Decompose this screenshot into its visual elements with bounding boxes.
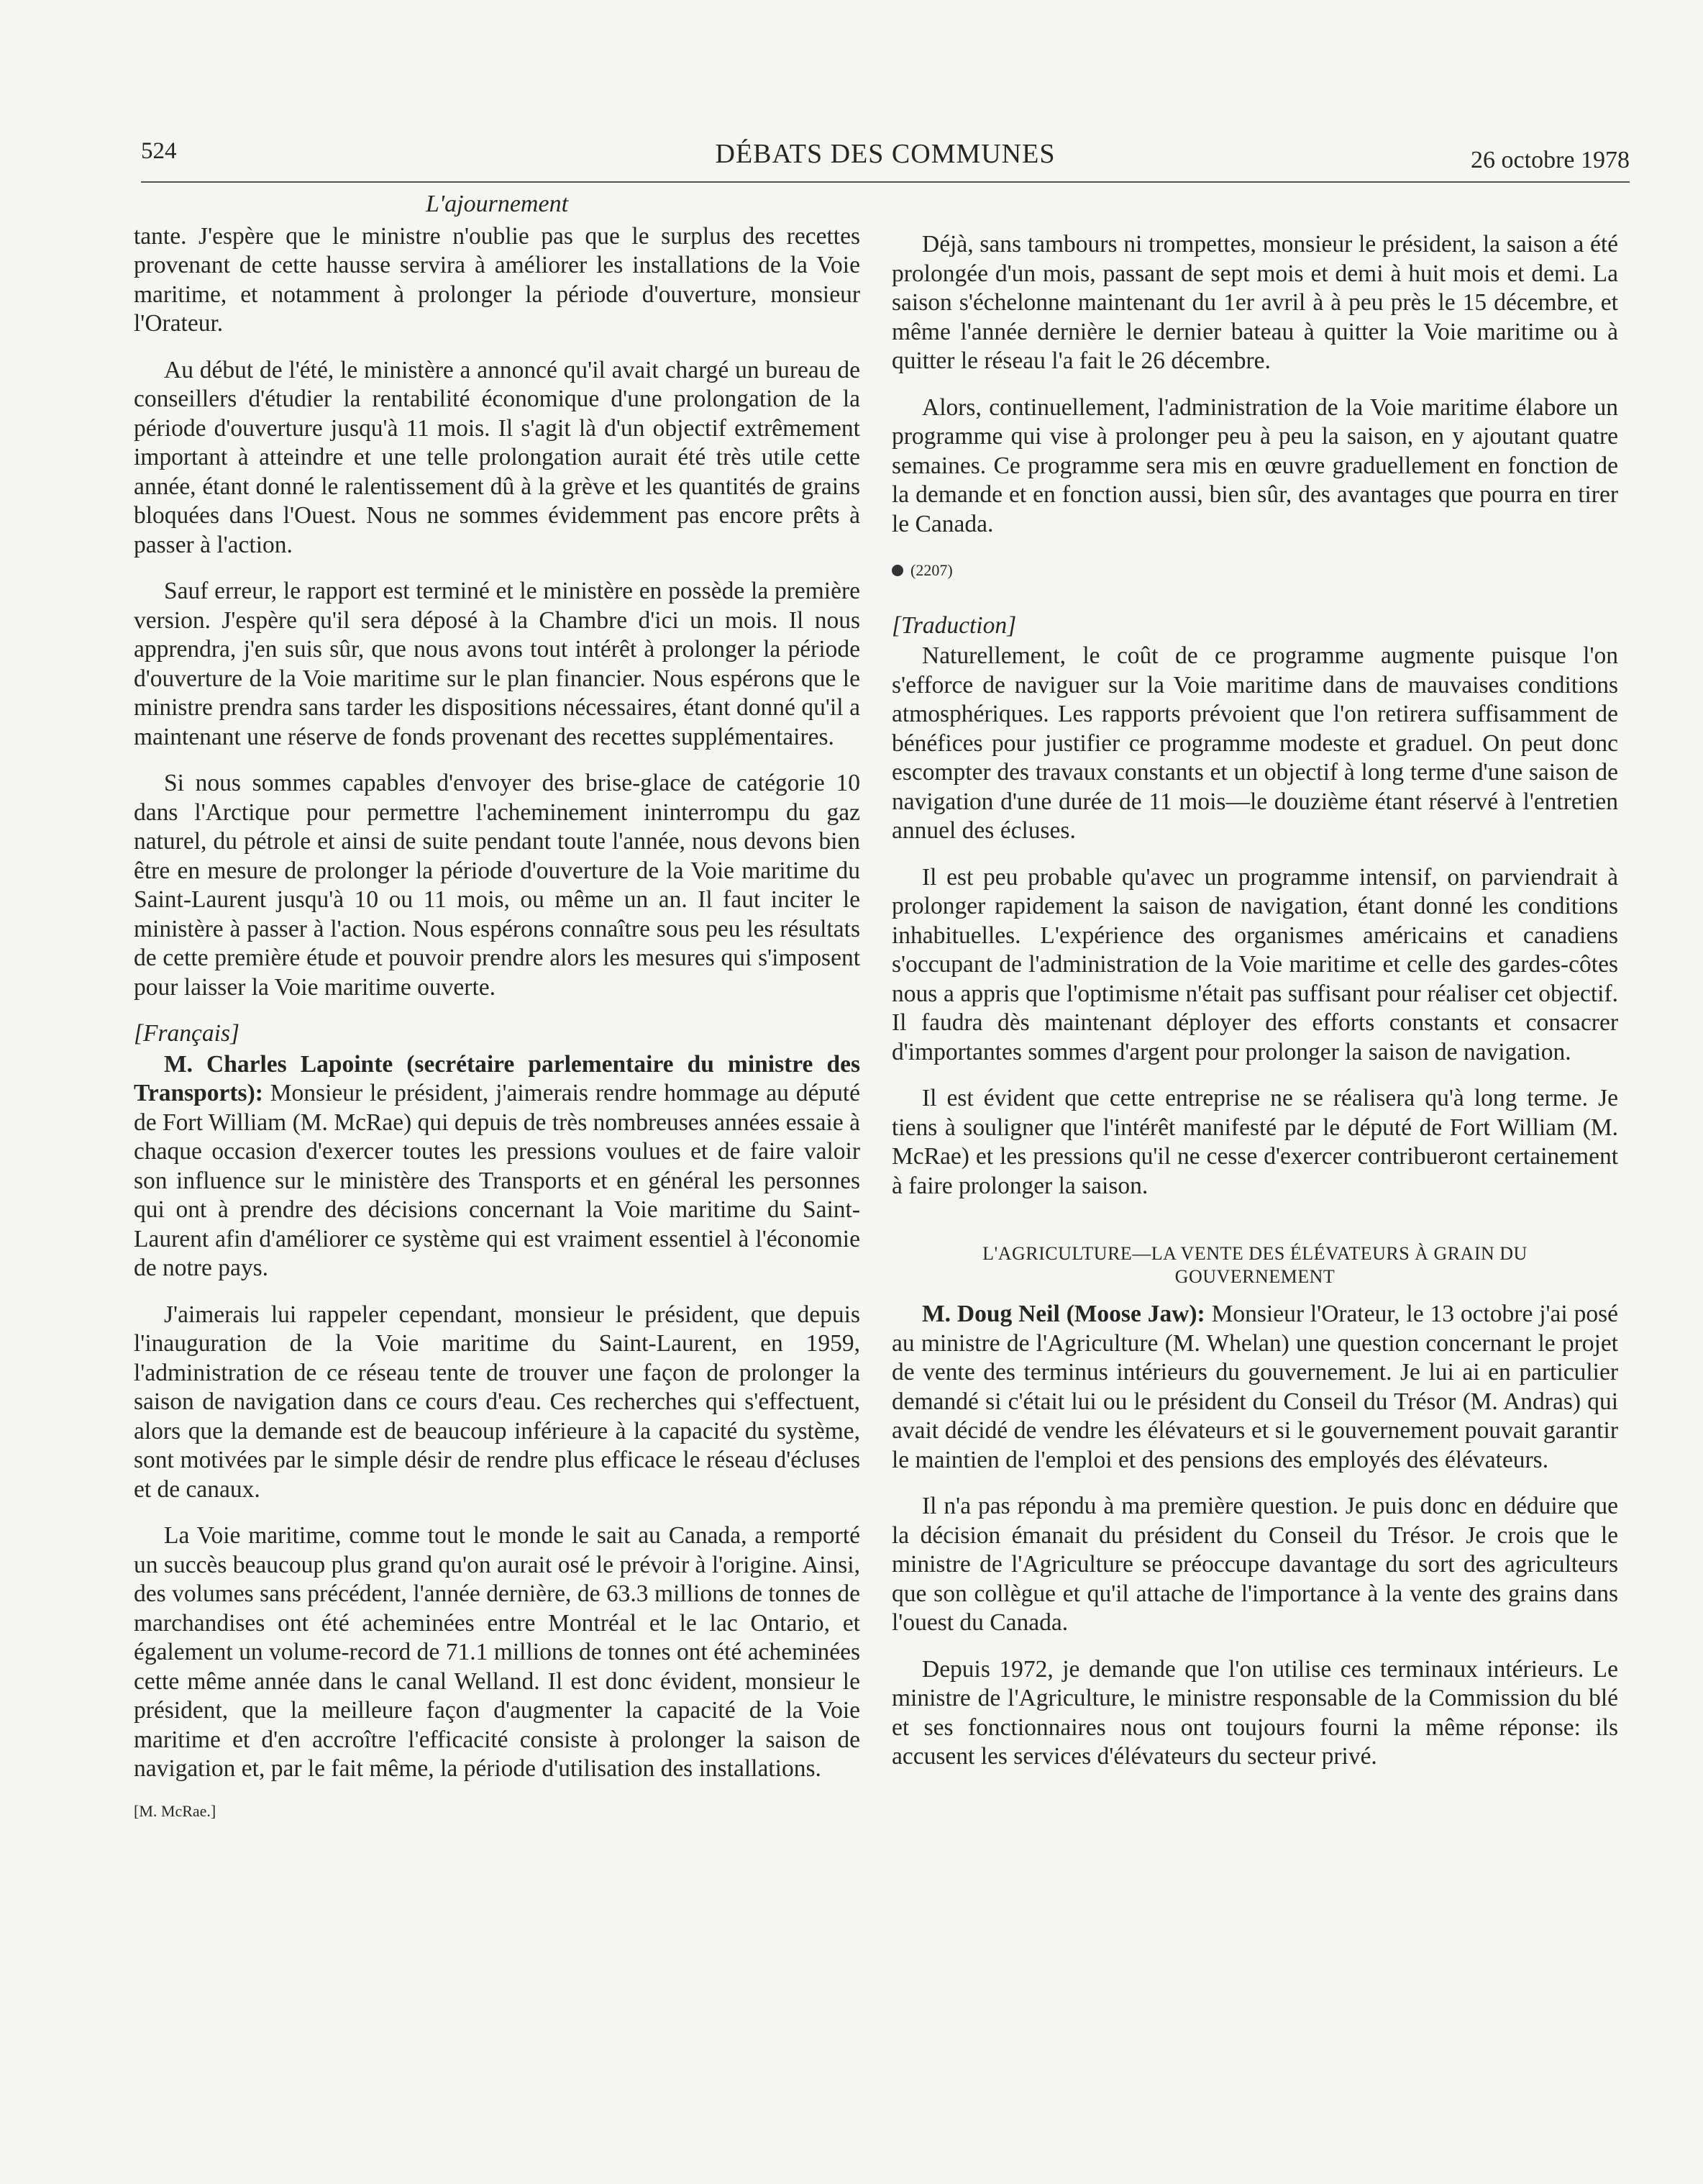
paragraph: Il est peu probable qu'avec un programme intensif, on parviendrait à prolonger rapidement la saison de navigation, étant donné les conditions inhabituelles. L'expérience des organismes américains et canadiens s'occupant de l'administration de la Voie maritime et celle des gardes-côtes nous a appris que l'optimisme n'était pas suffisant pour réaliser cet objectif. Il faudra dès maintenant déployer des efforts constants et consacrer d'importantes sommes d'argent pour prolonger la saison de navigation. (892, 863, 1618, 1065)
language-label: [Traduction] (892, 611, 1017, 639)
paragraph: Si nous sommes capables d'envoyer des brise-glace de catégorie 10 dans l'Arctique pour permettre l'acheminement ininterrompu du gaz naturel, du pétrole et ainsi de suite pendant toute l'année, nous devons bien être en mesure de prolonger la période d'ouverture de la Voie maritime du Saint-Laurent jusqu'à 10 ou 11 mois, ou même un an. Il faut inciter le ministère à passer à l'action. Nous espérons connaître sous peu les résultats de cette première étude et pouvoir prendre alors les mesures qui s'imposent pour laisser la Voie maritime ouverte. (134, 770, 860, 1001)
speech-paragraph (892, 1300, 1618, 1475)
speech-text: Monsieur l'Orateur, le 13 octobre j'ai posé au ministre de l'Agriculture (M. Whelan) une question concernant le projet de vente des terminus intérieurs du gouvernement. Je lui ai en particulier demandé si c'était lui ou le président du Conseil du Trésor (M. Andras) qui avait décidé de vendre les élévateurs et si le gouvernement pouvait garantir le maintien de l'emploi et des pensions des employés des élévateurs. (892, 1301, 1618, 1473)
paragraph: Depuis 1972, je demande que l'on utilise ces terminaux intérieurs. Le ministre de l'Agriculture, le ministre responsable de la Commission du blé et ses fonctionnaires nous ont toujours fourni la même réponse: ils accusent les services d'élévateurs du secteur privé. (892, 1655, 1618, 1770)
publication-date: 26 octobre 1978 (1471, 147, 1630, 173)
section-heading: L'AGRICULTURE—LA VENTE DES ÉLÉVATEURS À GRAIN DU GOUVERNEMENT (982, 1243, 1528, 1287)
right-column (892, 230, 1618, 1789)
publication-title: DÉBATS DES COMMUNES (715, 139, 1056, 169)
left-column (134, 190, 860, 1826)
page-number: 524 (141, 138, 177, 164)
paragraph: Il est évident que cette entreprise ne se réalisera qu'à long terme. Je tiens à souligner que l'intérêt manifesté par le député de Fort William (M. McRae) et les pressions qu'il ne cesse d'exercer contribueront certainement à faire prolonger la saison. (892, 1085, 1618, 1199)
paragraph: Déjà, sans tambours ni trompettes, monsieur le président, la saison a été prolongée d'un mois, passant de sept mois et demi à huit mois et demi. La saison s'échelonne maintenant du 1er avril à à peu près le 15 décembre, et même l'année dernière le dernier bateau à quitter la Voie maritime ou à quitter le réseau l'a fait le 26 décembre. (892, 231, 1618, 374)
paragraph: Au début de l'été, le ministère a annoncé qu'il avait chargé un bureau de conseillers d'étudier la rentabilité économique d'une prolongation de la période d'ouverture jusqu'à 11 mois. Il s'agit là d'un objectif extrêmement important à atteindre et une telle prolongation aurait été très utile cette année, étant donné le ralentissement dû à la grève et les quantités de grains bloquées dans l'Ouest. Nous ne sommes évidemment pas encore prêts à passer à l'action. (134, 356, 860, 558)
speaker-name: M. Charles Lapointe (secrétaire parlementaire du ministre des Transports): (134, 1050, 860, 1106)
paragraph: tante. J'espère que le ministre n'oublie pas que le surplus des recettes provenant de cette hausse servira à améliorer les installations de la Voie maritime, et notamment à prolonger la période d'ouverture, monsieur l'Orateur. (134, 222, 860, 337)
speaker-name: M. Doug Neil (Moose Jaw): (922, 1301, 1205, 1327)
bullet-dot-icon (892, 565, 903, 576)
paragraph: Naturellement, le coût de ce programme augmente puisque l'on s'efforce de naviguer sur la Voie maritime dans de mauvaises conditions atmosphériques. Les rapports prévoient que l'on retirera suffisamment de bénéfices pour justifier ce programme modeste et graduel. On peut donc escompter des travaux constants et un objectif à long terme d'une saison de navigation d'une durée de 11 mois—le douzième étant réservé à l'entretien annuel des écluses. (892, 642, 1618, 844)
page-header (141, 138, 1630, 183)
time-marker (892, 556, 1618, 586)
paragraph: Alors, continuellement, l'administration de la Voie maritime élabore un programme qui vise à prolonger peu à peu la saison, en y ajoutant quatre semaines. Ce programme sera mis en œuvre graduellement en fonction de la demande et en fonction aussi, bien sûr, des avantages que pourra en tirer le Canada. (892, 393, 1618, 537)
paragraph: Sauf erreur, le rapport est terminé et le ministère en possède la première version. J'espère qu'il sera déposé à la Chambre d'ici un mois. Il nous apprendra, j'en suis sûr, que nous avons tout intérêt à prolonger la période d'ouverture de la Voie maritime sur le plan financier. Nous espérons que le ministre prendra sans tarder les dispositions nécessaires, étant donné qu'il a maintenant une réserve de fonds provenant des recettes supplémentaires. (134, 578, 860, 750)
speaker-footnote: [M. McRae.] (134, 1801, 216, 1820)
speech-text: Monsieur le président, j'aimerais rendre hommage au député de Fort William (M. McRae) qui depuis de très nombreuses années essaie à chaque occasion d'exercer toutes les pressions voulues et de faire valoir son influence sur le ministère des Transports et en général les personnes qui ont à prendre des décisions concernant la Voie maritime du Saint-Laurent afin d'améliorer ce système qui est vraiment essentiel à l'économie de notre pays. (134, 1080, 860, 1281)
running-head: L'ajournement (425, 191, 569, 217)
time-code: (2207) (910, 561, 953, 579)
language-label: [Français] (134, 1020, 240, 1047)
speech-paragraph (134, 1050, 860, 1283)
paragraph: J'aimerais lui rappeler cependant, monsieur le président, que depuis l'inauguration de la Voie maritime du Saint-Laurent, en 1959, l'administration de ce réseau tente de trouver une façon de prolonger la saison de navigation dans ce cours d'eau. Ces recherches qui s'effectuent, alors que la demande est de beaucoup inférieure à la capacité du système, sont motivées par le simple désir de rendre plus efficace le réseau d'écluses et de canaux. (134, 1301, 860, 1503)
paragraph: La Voie maritime, comme tout le monde le sait au Canada, a remporté un succès beaucoup plus grand qu'on aurait osé le prévoir à l'origine. Ainsi, des volumes sans précédent, l'année dernière, de 63.3 millions de tonnes de marchandises ont été acheminées entre Montréal et le lac Ontario, et également un volume-record de 71.1 millions de tonnes ont été acheminées cette même année dans le canal Welland. Il est donc évident, monsieur le président, que la meilleure façon d'augmenter la capacité de la Voie maritime et d'en accroître l'efficacité consiste à prolonger la saison de navigation et, par le fait même, la période d'utilisation des installations. (134, 1522, 860, 1782)
paragraph: Il n'a pas répondu à ma première question. Je puis donc en déduire que la décision émanait du président du Conseil du Trésor. Je crois que le ministre de l'Agriculture se préoccupe davantage du sort des agriculteurs que son collègue et qu'il attache de l'importance à la vente des grains dans l'ouest du Canada. (892, 1493, 1618, 1636)
